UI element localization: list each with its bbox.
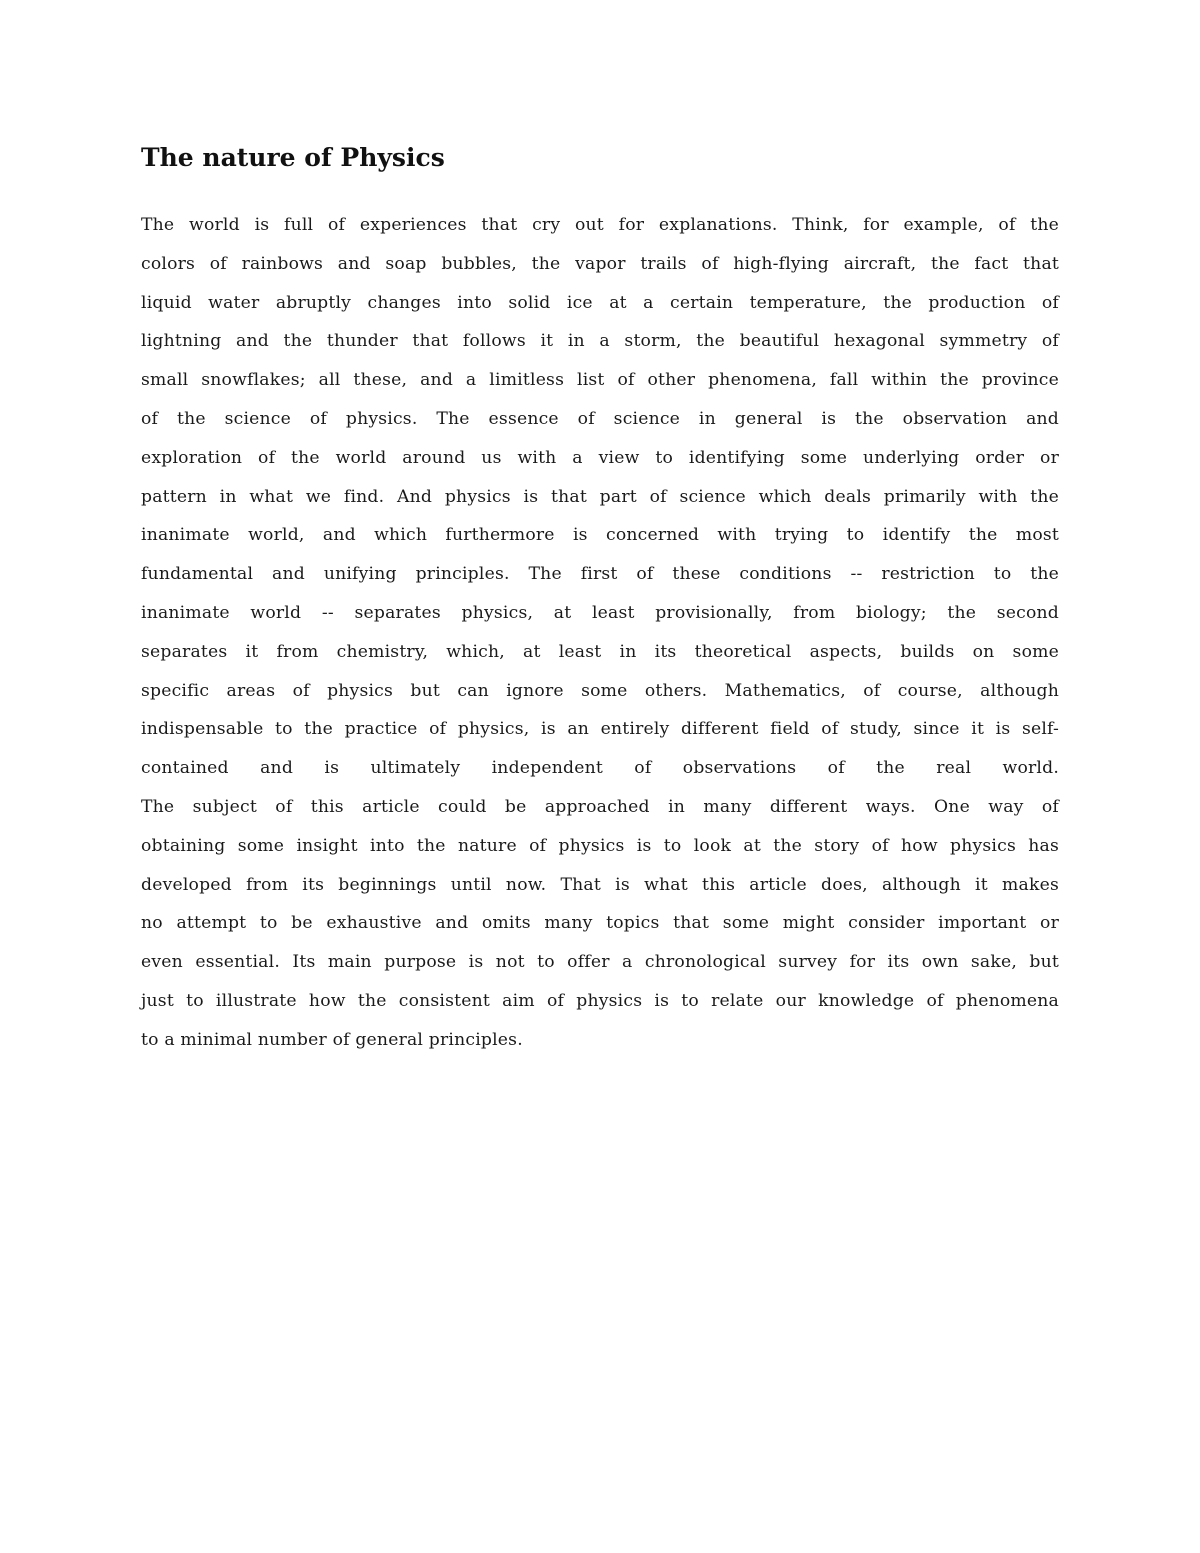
- text-line: The world is full of experiences that cry out for explanations. Think, for example, of the: [141, 215, 1059, 235]
- text-line: indispensable to the practice of physics, is an entirely different field of study, since it is self-: [141, 719, 1059, 740]
- text-line: specific areas of physics but can ignore some others. Mathematics, of course, although: [141, 680, 1059, 701]
- document-title: The nature of Physics: [141, 143, 445, 172]
- text-line: of the science of physics. The essence of science in general is the observation and: [141, 408, 1059, 429]
- text-line: colors of rainbows and soap bubbles, the vapor trails of high-flying aircraft, the fact that: [141, 253, 1059, 274]
- text-line: pattern in what we find. And physics is that part of science which deals primarily with the: [141, 486, 1059, 507]
- text-line: separates it from chemistry, which, at least in its theoretical aspects, builds on some: [141, 641, 1059, 662]
- text-line: inanimate world -- separates physics, at least provisionally, from biology; the second: [141, 602, 1059, 623]
- text-line: exploration of the world around us with a view to identifying some underlying order or: [141, 447, 1059, 468]
- text-line: inanimate world, and which furthermore is concerned with trying to identify the most: [141, 525, 1059, 546]
- text-line: small snowflakes; all these, and a limitless list of other phenomena, fall within the province: [141, 370, 1059, 391]
- text-line: The subject of this article could be approached in many different ways. One way of: [141, 796, 1059, 817]
- text-line: just to illustrate how the consistent aim of physics is to relate our knowledge of phenomena: [141, 990, 1059, 1011]
- text-line: fundamental and unifying principles. The first of these conditions -- restriction to the: [141, 564, 1059, 585]
- text-line: obtaining some insight into the nature of physics is to look at the story of how physics has: [141, 835, 1059, 856]
- text-line: lightning and the thunder that follows it in a storm, the beautiful hexagonal symmetry of: [141, 331, 1059, 352]
- text-line: liquid water abruptly changes into solid ice at a certain temperature, the production of: [141, 292, 1059, 313]
- text-line: contained and is ultimately independent of observations of the real world.: [141, 758, 1059, 779]
- text-line: no attempt to be exhaustive and omits many topics that some might consider important or: [141, 913, 1059, 934]
- text-line: to a minimal number of general principles.: [141, 1029, 523, 1050]
- text-line: developed from its beginnings until now. That is what this article does, although it makes: [141, 874, 1059, 895]
- body-paragraph: [141, 206, 1059, 1060]
- text-line: even essential. Its main purpose is not to offer a chronological survey for its own sake, but: [141, 952, 1059, 973]
